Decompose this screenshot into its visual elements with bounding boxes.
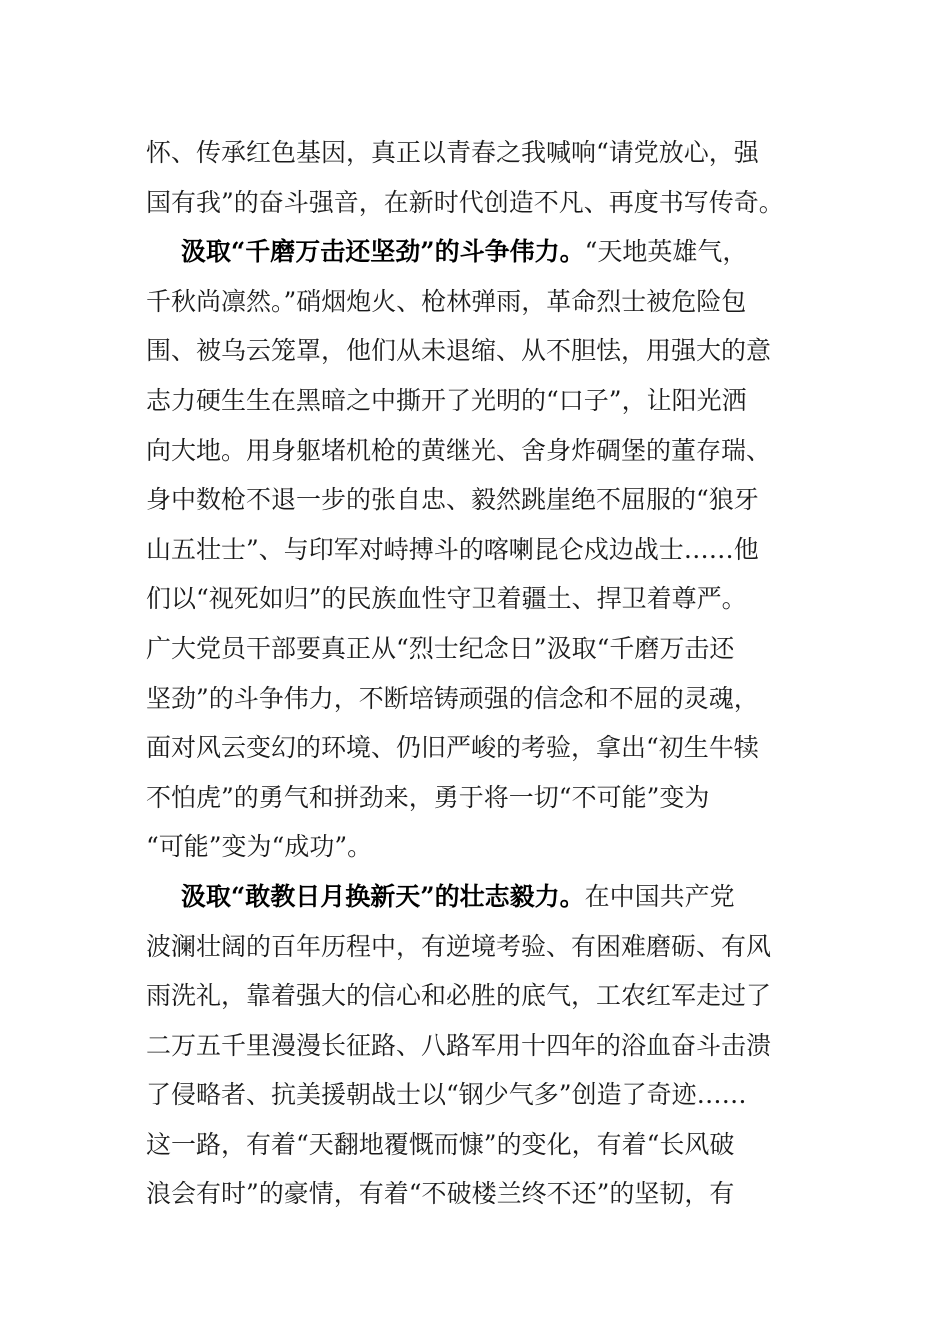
text-line [146,178,806,228]
text-line [146,1120,806,1170]
text-line [146,128,806,178]
text-line [146,1070,806,1120]
text-line [146,525,806,575]
body-text: “可能”变为“成功”。 [146,832,373,862]
body-text: “天地英雄气， [584,237,748,267]
body-text: 面对风云变幻的环境、仍旧严峻的考验，拿出“初生牛犊 [146,733,759,763]
body-text: 坚劲”的斗争伟力，不断培铸顽强的信念和不屈的灵魂， [146,683,759,713]
body-text: 身中数枪不退一步的张自忠、毅然跳崖绝不屈服的“狼牙 [146,485,759,515]
body-text: 二万五千里漫漫长征路、八路军用十四年的浴血奋斗击溃 [146,1030,772,1060]
body-text: 不怕虎”的勇气和拼劲来，勇于将一切“不可能”变为 [146,782,710,812]
text-line [146,922,806,972]
text-line [146,1169,806,1219]
body-text: 国有我”的奋斗强音，在新时代创造不凡、再度书写传奇。 [146,187,784,217]
text-line [146,376,806,426]
text-line [146,277,806,327]
text-line [146,475,806,525]
text-line [146,326,806,376]
body-text: 怀、传承红色基因，真正以青春之我喊响“请党放心，强 [146,138,759,167]
text-line [146,227,806,277]
body-text: 千秋尚凛然。”硝烟炮火、枪林弹雨，革命烈士被危险包 [146,286,747,316]
body-text: 在中国共产党 [584,881,735,911]
text-line [146,674,806,724]
body-text: 了侵略者、抗美援朝战士以“钢少气多”创造了奇迹…… [146,1080,747,1110]
text-line [146,872,806,922]
text-line [146,773,806,823]
body-text: 志力硬生生在黑暗之中撕开了光明的“口子”，让阳光洒 [146,385,747,415]
body-text: 围、被乌云笼罩，他们从未退缩、从不胆怯，用强大的意 [146,336,772,366]
text-line [146,426,806,476]
body-text: 山五壮士”、与印军对峙搏斗的喀喇昆仑戍边战士……他 [146,534,759,564]
text-line [146,971,806,1021]
text-line [146,624,806,674]
document-body [146,128,806,1219]
text-line [146,723,806,773]
text-line [146,1021,806,1071]
body-text: 们以“视死如归”的民族血性守卫着疆土、捍卫着尊严。 [146,584,747,614]
text-line [146,822,806,872]
body-text: 向大地。用身躯堵机枪的黄继光、舍身炸碉堡的董存瑞、 [146,435,772,465]
bold-heading-text: 汲取“敢教日月换新天”的壮志毅力。 [146,881,585,911]
bold-heading-text: 汲取“千磨万击还坚劲”的斗争伟力。 [146,237,585,267]
body-text: 波澜壮阔的百年历程中，有逆境考验、有困难磨砺、有风 [146,931,772,961]
text-line [146,574,806,624]
body-text: 广大党员干部要真正从“烈士纪念日”汲取“千磨万击还 [146,633,735,663]
body-text: 这一路，有着“天翻地覆慨而慷”的变化，有着“长风破 [146,1129,735,1159]
body-text: 雨洗礼，靠着强大的信心和必胜的底气，工农红军走过了 [146,981,772,1011]
body-text: 浪会有时”的豪情，有着“不破楼兰终不还”的坚韧，有 [146,1179,735,1209]
